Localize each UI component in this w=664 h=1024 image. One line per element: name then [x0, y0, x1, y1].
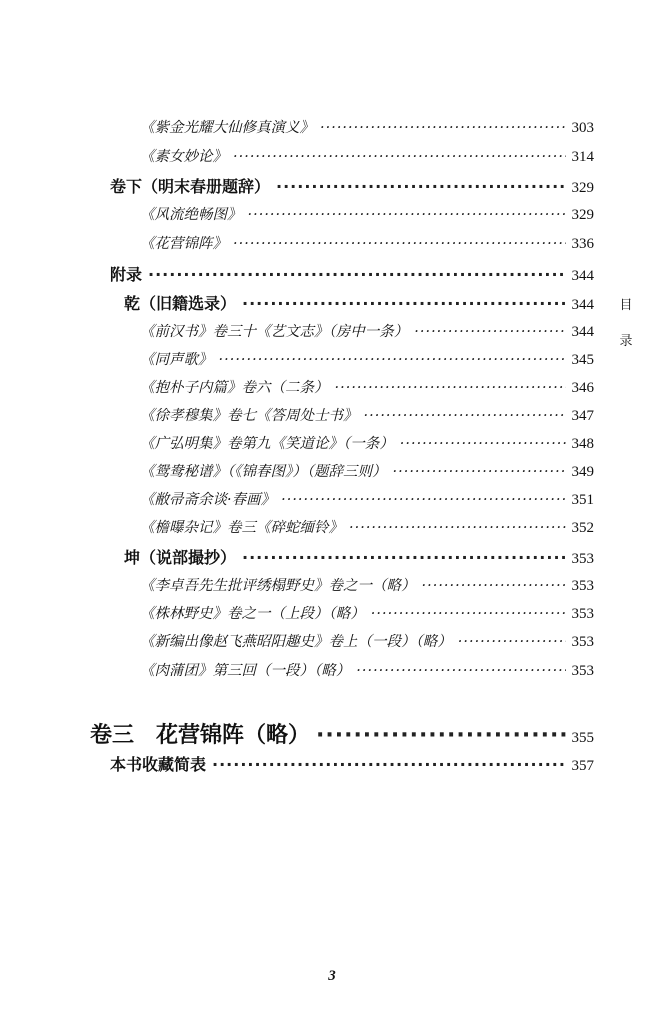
toc-entry-title: 《同声歌》	[140, 352, 213, 368]
toc-entry	[140, 659, 594, 680]
toc-entry-title: 《檐曝杂记》卷三《碎蛇缅铃》	[140, 520, 343, 536]
toc-entry	[140, 145, 594, 166]
toc-leader-dots	[356, 663, 565, 679]
toc-entry-title: 《风流绝畅图》	[140, 207, 242, 223]
toc-entry	[140, 348, 594, 369]
toc-leader-dots	[393, 464, 566, 480]
toc-entry-title: 《徐孝穆集》卷七《答周处士书》	[140, 408, 358, 424]
toc-entry-page: 353	[571, 634, 594, 650]
toc-entry-page: 348	[571, 436, 594, 452]
toc-leader-dots	[248, 207, 566, 223]
toc-entry	[110, 174, 594, 197]
toc-entry-title: 乾（旧籍选录）	[124, 294, 237, 313]
toc-leader-dots	[242, 294, 565, 313]
toc-entry-page: 345	[571, 352, 594, 368]
toc-entry	[124, 545, 594, 568]
toc-entry	[140, 404, 594, 425]
toc-entry	[140, 376, 594, 397]
toc-entry-page: 355	[571, 730, 594, 746]
toc-leader-dots	[148, 265, 565, 284]
toc-entry-title: 《花营锦阵》	[140, 236, 227, 252]
toc-entry-title: 《紫金光耀大仙修真演义》	[140, 120, 314, 136]
toc-leader-dots	[458, 634, 566, 650]
toc-entry-page: 344	[571, 324, 594, 340]
toc-entry-title: 卷下（明末春册题辞）	[110, 177, 271, 196]
toc-entry-page: 357	[571, 758, 594, 774]
toc-entry	[140, 574, 594, 595]
toc-entry-title: 《广弘明集》卷第九《笑道论》（一条）	[140, 436, 394, 452]
toc-entry-page: 353	[571, 551, 594, 567]
toc-entry-page: 353	[571, 578, 594, 594]
toc-leader-dots	[281, 492, 565, 508]
toc-entry-page: 353	[571, 606, 594, 622]
toc-leader-dots	[242, 548, 565, 567]
toc-leader-dots	[276, 177, 565, 196]
toc-entry	[140, 116, 594, 137]
toc-entry-title: 《新编出像赵飞燕昭阳趣史》卷上（一段）（略）	[140, 634, 452, 650]
toc-entry	[140, 602, 594, 623]
toc-entry-title: 《素女妙论》	[140, 149, 227, 165]
toc-entry	[110, 262, 594, 285]
toc-leader-dots	[349, 520, 566, 536]
toc-entry-title: 卷三 花营锦阵（略）	[90, 723, 311, 748]
toc-leader-dots	[414, 324, 565, 340]
toc-entry-title: 《鸳鸯秘谱》（《锦春图》）（题辞三则）	[140, 464, 387, 480]
toc-entry-title: 坤（说部撮抄）	[124, 548, 237, 567]
toc-entry-title: 《前汉书》卷三十《艺文志》（房中一条）	[140, 324, 409, 340]
toc-entry-page: 329	[571, 207, 594, 223]
toc-entry	[90, 718, 594, 749]
toc-entry	[140, 488, 594, 509]
page-number: 3	[328, 968, 336, 984]
running-head-char-2: 录	[619, 334, 633, 349]
toc-entry	[124, 291, 594, 314]
toc-entry-page: 353	[571, 663, 594, 679]
toc-entry-title: 《肉蒲团》第三回（一段）（略）	[140, 663, 351, 679]
toc-entry-title: 本书收藏简表	[110, 755, 207, 774]
toc-entry-page: 346	[571, 380, 594, 396]
toc-entry-title: 《株林野史》卷之一（上段）（略）	[140, 606, 365, 622]
toc-entry-title: 《抱朴子内篇》卷六（二条）	[140, 380, 329, 396]
toc-entry-page: 347	[571, 408, 594, 424]
toc-entry	[140, 232, 594, 253]
toc-entry-page: 351	[571, 492, 594, 508]
toc-entry-page: 303	[571, 120, 594, 136]
toc-entry-page: 349	[571, 464, 594, 480]
toc-leader-dots	[400, 436, 566, 452]
toc-entry	[110, 752, 594, 775]
toc-leader-dots	[422, 578, 566, 594]
toc-leader-dots	[233, 149, 566, 165]
toc-leader-dots	[371, 606, 566, 622]
toc-leader-dots	[320, 120, 566, 136]
toc-leader-dots	[212, 755, 565, 774]
toc-entry	[140, 203, 594, 224]
toc-leader-dots	[233, 236, 566, 252]
toc-leader-dots	[316, 723, 565, 748]
running-head-vertical	[617, 288, 635, 360]
toc-entry-page: 314	[571, 149, 594, 165]
toc-entry-page: 336	[571, 236, 594, 252]
toc-entry-title: 《敝帚斋余谈·春画》	[140, 492, 276, 508]
toc-entry-title: 《李卓吾先生批评绣榻野史》卷之一（略）	[140, 578, 416, 594]
toc-entry-page: 329	[571, 180, 594, 196]
toc-entry-page: 352	[571, 520, 594, 536]
toc-entry	[140, 432, 594, 453]
toc-entry	[140, 516, 594, 537]
toc-leader-dots	[335, 380, 566, 396]
toc-entry	[140, 630, 594, 651]
toc-entry-page: 344	[571, 297, 594, 313]
toc-leader-dots	[364, 408, 566, 424]
toc-entry-page: 344	[571, 268, 594, 284]
toc-entry	[140, 460, 594, 481]
toc-entry-title: 附录	[110, 265, 143, 284]
toc-entry	[140, 320, 594, 341]
running-head-char-1: 目	[619, 298, 633, 313]
toc-leader-dots	[219, 352, 566, 368]
